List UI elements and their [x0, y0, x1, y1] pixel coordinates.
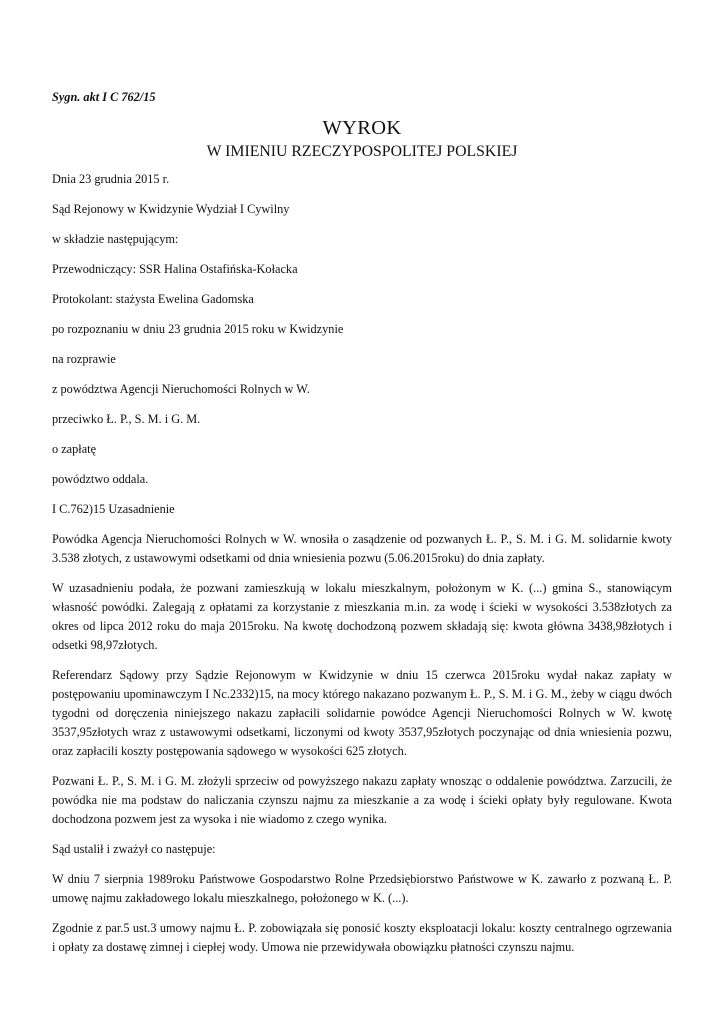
hearing-type: na rozprawie	[52, 352, 116, 366]
court-name: Sąd Rejonowy w Kwidzynie Wydział I Cywilny	[52, 202, 290, 216]
paragraph: W uzasadnieniu podała, że pozwani zamieszkują w lokalu mieszkalnym, położonym w K. (...) gmina S., stanowiącym własność powódki. Zalegają z opłatami za korzystanie z mieszkania m.in. za wodę i ścieki w wysokości 3.538złotych za okres od lipca 2012 roku do maja 2015roku. Na kwotę dochodzoną pozwem składają się: kwota główna 3438,98złotych i odsetki 98,97złotych.	[52, 581, 672, 652]
verdict-line: powództwo oddala.	[52, 472, 149, 486]
court-reporter: Protokolant: stażysta Ewelina Gadomska	[52, 292, 254, 306]
paragraph: Pozwani Ł. P., S. M. i G. M. złożyli sprzeciw od powyższego nakazu zapłaty wnosząc o oddalenie powództwa. Zarzucili, że powódka nie ma podstaw do naliczania czynszu najmu za mieszkanie a za wodę i ścieki opłaty były regulowane. Kwota dochodzona pozwem jest za wysoka i nie wiadomo z czego wynika.	[52, 774, 672, 826]
claim-subject: o zapłatę	[52, 442, 97, 456]
judgment-subtitle: W IMIENIU RZECZYPOSPOLITEJ POLSKIEJ	[206, 143, 518, 160]
composition-intro: w składzie następującym:	[52, 232, 179, 246]
judgment-document	[52, 88, 672, 968]
judgment-date: Dnia 23 grudnia 2015 r.	[52, 172, 170, 186]
paragraph: Sąd ustalił i zważył co następuje:	[52, 842, 216, 856]
hearing-info: po rozpoznaniu w dniu 23 grudnia 2015 roku w Kwidzynie	[52, 322, 344, 336]
paragraph: Referendarz Sądowy przy Sądzie Rejonowym w Kwidzynie w dniu 15 czerwca 2015roku wydał nakaz zapłaty w postępowaniu upominawczym I Nc.2332)15, na mocy którego nakazano pozwanym Ł. P., S. M. i G. M., żeby w ciągu dwóch tygodni od doręczenia niniejszego nakazu zapłacili solidarnie powódce Agencji Nieruchomości Rolnych w W. kwotę 3537,95złotych wraz z ustawowymi odsetkami, liczonymi od kwoty 3537,95złotych poczynając od dnia wniesienia pozwu, oraz zapłacili koszty postępowania sądowego w wysokości 625 złotych.	[52, 668, 672, 758]
presiding-judge: Przewodniczący: SSR Halina Ostafińska-Kołacka	[52, 262, 298, 276]
paragraph: Powódka Agencja Nieruchomości Rolnych w W. wnosiła o zasądzenie od pozwanych Ł. P., S. M. i G. M. solidarnie kwoty 3.538 złotych, z ustawowymi odsetkami od dnia wniesienia pozwu (5.06.2015roku) do dnia zapłaty.	[52, 532, 672, 565]
plaintiff-line: z powództwa Agencji Nieruchomości Rolnych w W.	[52, 382, 310, 396]
judgment-title: WYROK	[322, 117, 402, 139]
justification-heading: I C.762)15 Uzasadnienie	[52, 502, 175, 516]
paragraph: W dniu 7 sierpnia 1989roku Państwowe Gospodarstwo Rolne Przedsiębiorstwo Państwowe w K. zawarło z pozwaną Ł. P. umowę najmu zakładowego lokalu mieszkalnego, położonego w K. (...).	[52, 872, 672, 905]
case-signature: Sygn. akt I C 762/15	[52, 90, 156, 104]
defendants-line: przeciwko Ł. P., S. M. i G. M.	[52, 412, 201, 426]
paragraph: Zgodnie z par.5 ust.3 umowy najmu Ł. P. zobowiązała się ponosić koszty eksploatacji lokalu: koszty centralnego ogrzewania i opłaty za dostawę zimnej i ciepłej wody. Umowa nie przewidywała obowiązku płatności czynszu najmu.	[52, 921, 672, 954]
